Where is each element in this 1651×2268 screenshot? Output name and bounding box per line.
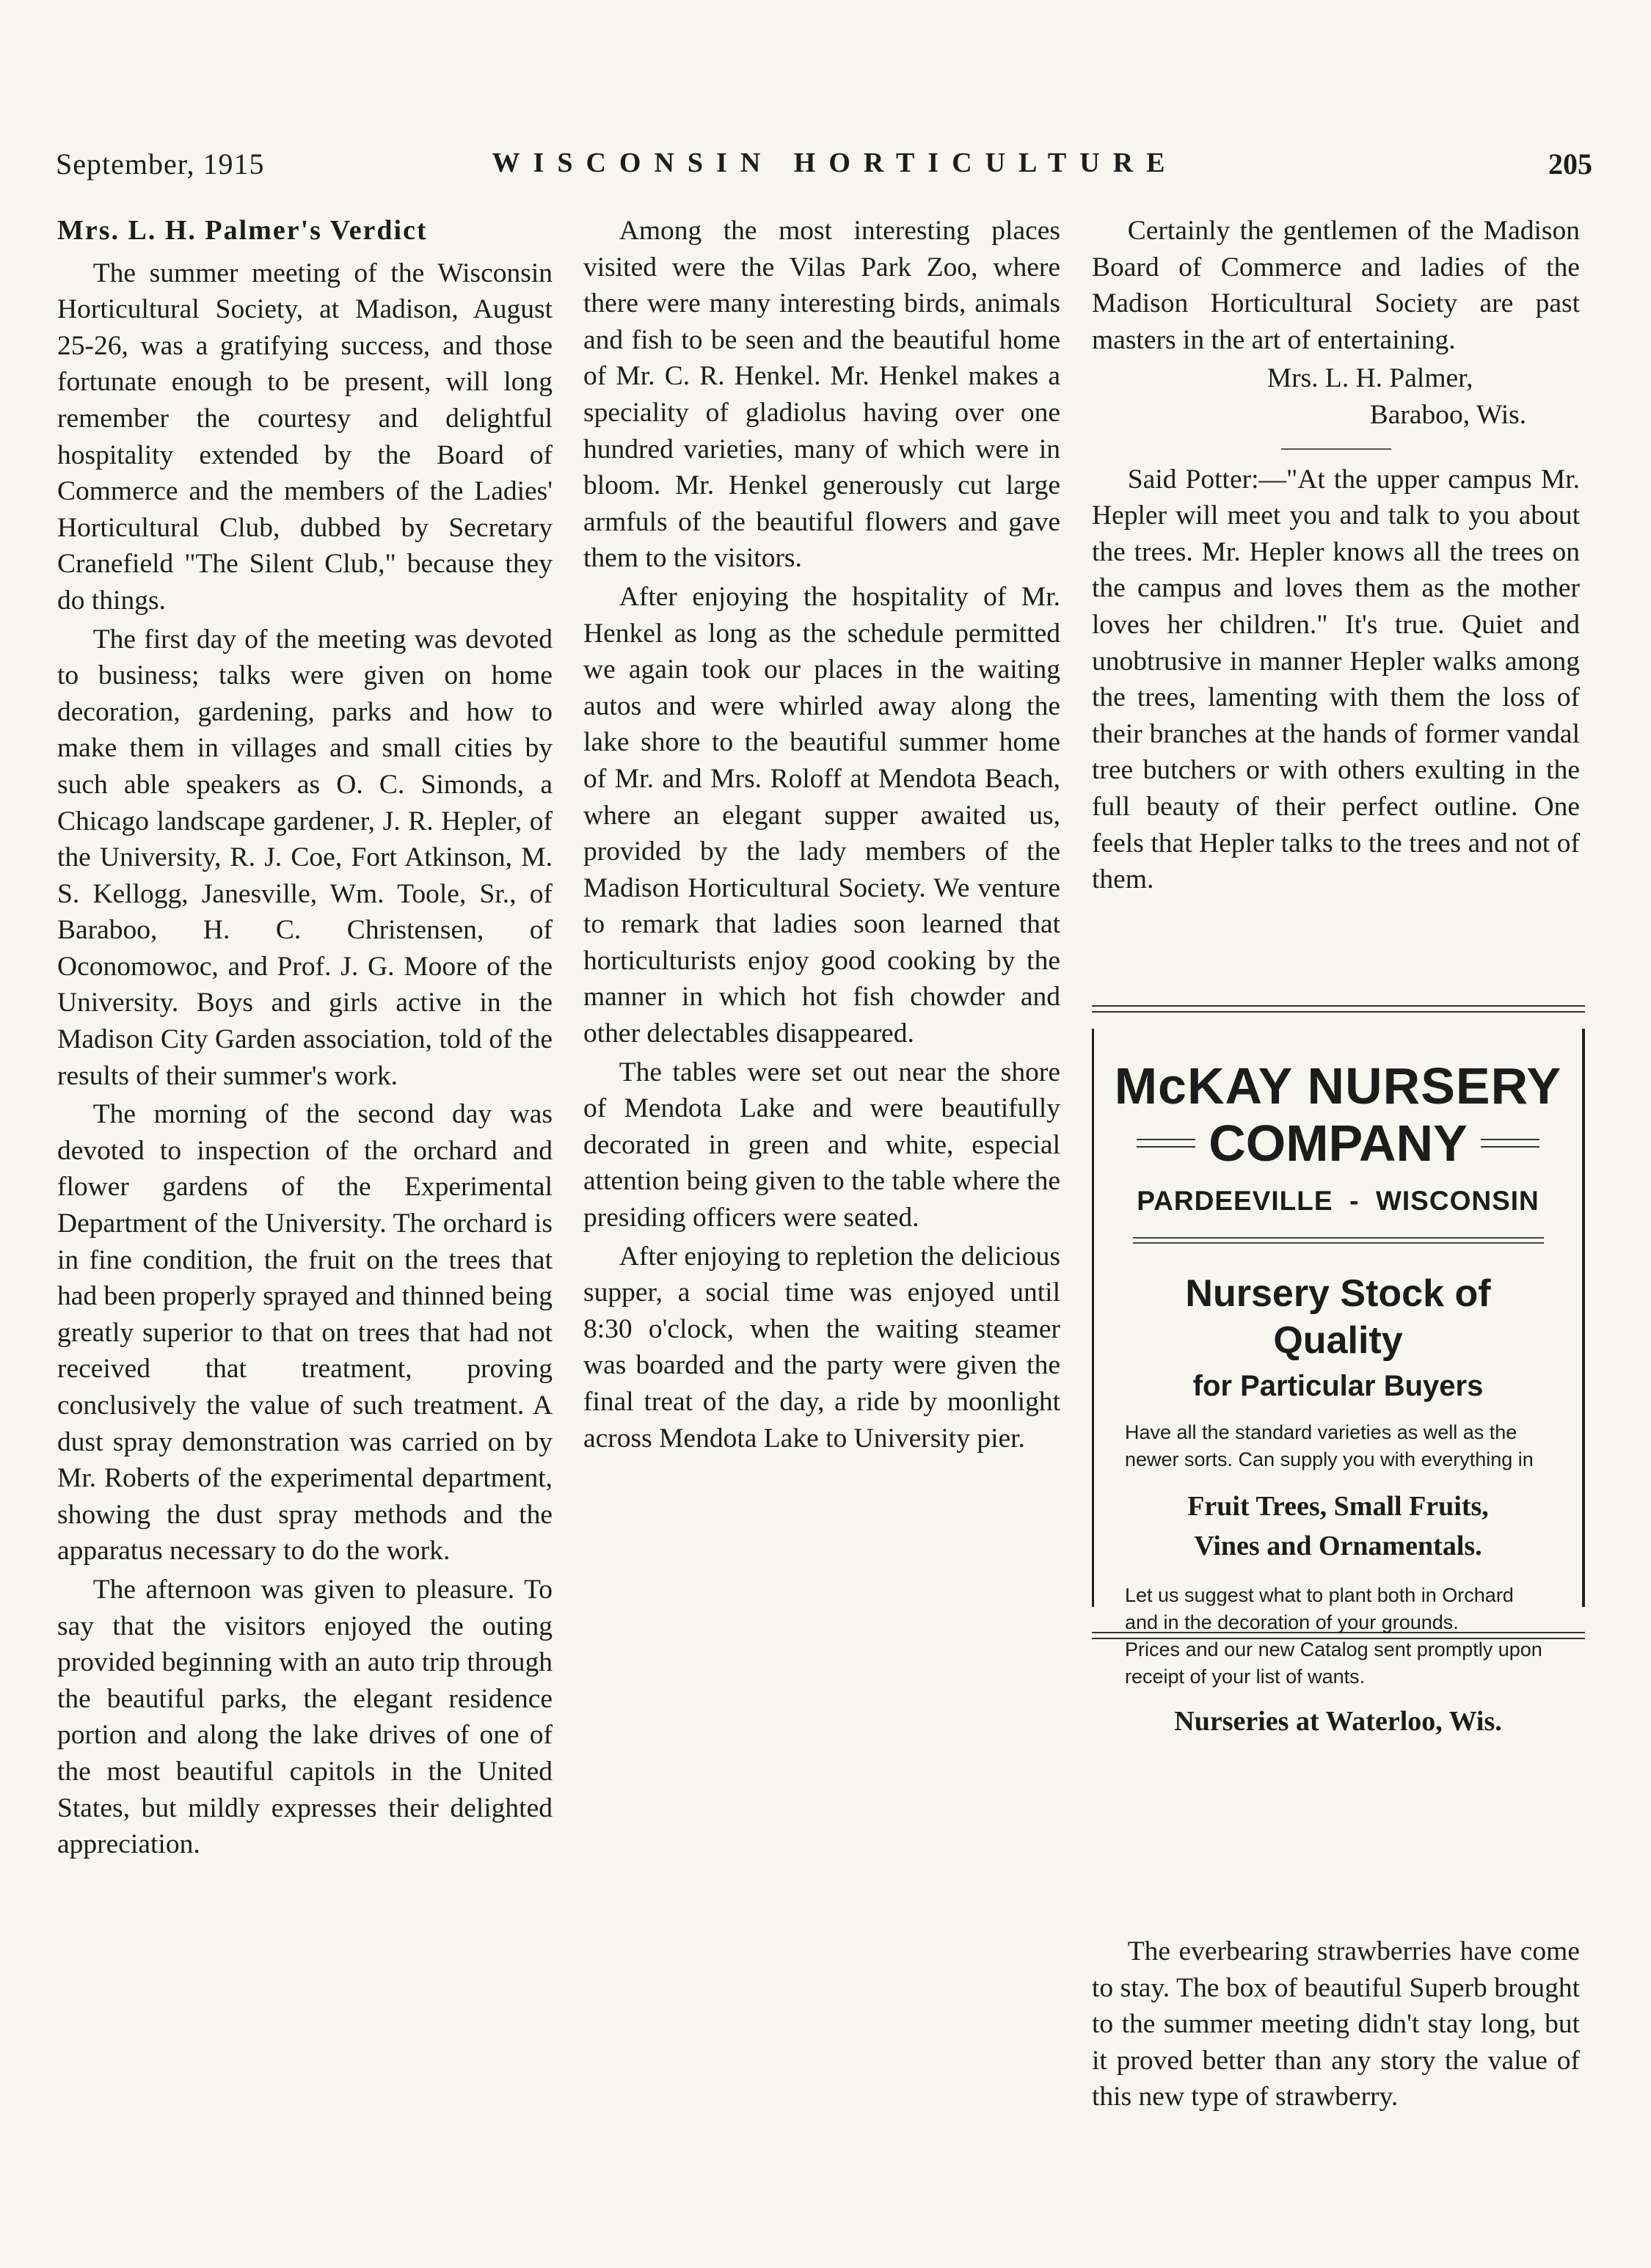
- article-paragraph: Among the most interesting places visited were the Vilas Park Zoo, where there were many interesting birds, animals and fish to be seen and the beautiful home of Mr. C. R. Henkel. Mr. Henkel makes a speciality of gladiolus having over one hundred varieties, many of which were in bloom. Mr. Henkel generously cut large armfuls of the beautiful flowers and gave them to the visitors.: [583, 216, 1060, 574]
- signature-name: Mrs. L. H. Palmer,: [1267, 363, 1473, 394]
- page-header: [56, 147, 1592, 191]
- signature-place: Baraboo, Wis.: [1369, 399, 1527, 430]
- section-divider: [1281, 448, 1391, 450]
- column-3: [1092, 213, 1580, 898]
- issue-date: September, 1915: [56, 147, 265, 181]
- ad-footer: Nurseries at Waterloo, Wis.: [1174, 1706, 1502, 1737]
- strawberry-note: [1092, 1933, 1580, 2115]
- article-paragraph: After enjoying to repletion the delicious supper, a social time was enjoyed until 8:30 o'clock, when the waiting steamer was boarded and the party were given the final treat of the day, a ride by moonlight across Mendota Lake to University pier.: [583, 1241, 1060, 1454]
- ad-top-rule: [1092, 1005, 1585, 1013]
- ad-text-1: Have all the standard varieties as well as the newer sorts. Can supply you with everything in: [1125, 1421, 1534, 1470]
- article-signature: [1092, 360, 1580, 433]
- ad-company-row: [1094, 1115, 1582, 1171]
- potter-paragraph: Said Potter:—"At the upper campus Mr. Hepler will meet you and talk to you about the trees. Mr. Hepler knows all the trees on the campus and loves them as the mother loves her children." It's true. Quiet and unobtrusive in manner Hepler walks among the trees, lamenting with them the loss of their branches at the hands of former vandal tree butchers or with others exulting in the full beauty of their perfect outline. One feels that Hepler talks to the trees and not of them.: [1092, 464, 1580, 895]
- ad-text-2: Let us suggest what to plant both in Orchard and in the decoration of your grounds.: [1125, 1584, 1514, 1633]
- article-paragraph: The summer meeting of the Wisconsin Horticultural Society, at Madison, August 25-26, was a gratifying success, and those fortunate enough to be present, will long remember the courtesy and delightful hospitality extended by the Board of Commerce and the members of the Ladies' Horticultural Club, dubbed by Secretary Cranefield "The Silent Club," because they do things.: [57, 258, 553, 616]
- ad-product-lines: [1094, 1487, 1582, 1566]
- ad-product-line1: Fruit Trees, Small Fruits,: [1187, 1491, 1489, 1522]
- article-paragraph: After enjoying the hospitality of Mr. Henkel as long as the schedule permitted we again took our places in the waiting autos and were whirled away along the lake shore to the beautiful summer home of Mr. and Mrs. Roloff at Mendota Beach, where an elegant supper awaited us, provided by the lady members of the Madison Horticultural Society. We venture to remark that ladies soon learned that horticulturists enjoy good cooking by the manner in which hot fish chowder and other delectables disappeared.: [583, 581, 1060, 1049]
- article-paragraph: The first day of the meeting was devoted to business; talks were given on home decoration, gardening, parks and how to make them in villages and small cities by such able speakers as O. C. Simonds, a Chicago landscape gardener, J. R. Hepler, of the University, R. J. Coe, Fort Atkinson, M. S. Kellogg, Janesville, Wm. Toole, Sr., of Baraboo, H. C. Christensen, of Oconomowoc, and Prof. J. G. Moore of the University. Boys and girls active in the Madison City Garden association, told of the results of their summer's work.: [57, 624, 553, 1091]
- ad-side-rule: [1481, 1139, 1539, 1148]
- column-1: [57, 213, 553, 1863]
- magazine-title: WISCONSIN HORTICULTURE: [492, 147, 1178, 178]
- article-title: Mrs. L. H. Palmer's Verdict: [57, 215, 428, 246]
- article-paragraph: The tables were set out near the shore of Mendota Lake and were beautifully decorated in green and white, especial attention being given to the table where the presiding officers were seated.: [583, 1057, 1060, 1233]
- ad-location: PARDEEVILLE - WISCONSIN: [1137, 1186, 1539, 1216]
- article-paragraph: The afternoon was given to pleasure. To say that the visitors enjoyed the outing provided beginning with an auto trip through the beautiful parks, the elegant residence portion and along the lake drives of one of the most beautiful capitols in the United States, but mildly expresses their delighted appreciation.: [57, 1574, 553, 1860]
- ad-product-line2: Vines and Ornamentals.: [1194, 1531, 1482, 1561]
- column-2: [583, 213, 1060, 1456]
- ad-text-3: Prices and our new Catalog sent promptly upon receipt of your list of wants.: [1125, 1638, 1542, 1688]
- mckay-nursery-ad: [1092, 1005, 1585, 1737]
- ad-subheadline: for Particular Buyers: [1192, 1370, 1484, 1402]
- ad-headline-line2: Quality: [1273, 1319, 1403, 1362]
- ad-inner-rule: [1133, 1237, 1544, 1244]
- ad-company-name: McKAY NURSERY: [1114, 1057, 1562, 1115]
- ad-headline: [1094, 1270, 1582, 1364]
- page-number: 205: [1548, 147, 1592, 181]
- ad-company-word: COMPANY: [1209, 1115, 1468, 1172]
- article-paragraph: Certainly the gentlemen of the Madison Board of Commerce and ladies of the Madison Horticultural Society are past masters in the art of entertaining.: [1092, 216, 1580, 355]
- article-paragraph: The morning of the second day was devoted to inspection of the orchard and flower gardens of the Experimental Department of the University. The orchard is in fine condition, the fruit on the trees that had been properly sprayed and thinned being greatly superior to that on trees that had not received that treatment, proving conclusively the value of such treatment. A dust spray demonstration was carried on by Mr. Roberts of the experimental department, showing the dust spray methods and the apparatus necessary to do the work.: [57, 1099, 553, 1567]
- ad-box: [1092, 1029, 1585, 1737]
- ad-side-rule: [1137, 1139, 1195, 1148]
- ad-headline-line1: Nursery Stock of: [1185, 1272, 1491, 1315]
- strawberry-paragraph: The everbearing strawberries have come to stay. The box of beautiful Superb brought to the summer meeting didn't stay long, but it proved better than any story the value of this new type of strawberry.: [1092, 1936, 1580, 2112]
